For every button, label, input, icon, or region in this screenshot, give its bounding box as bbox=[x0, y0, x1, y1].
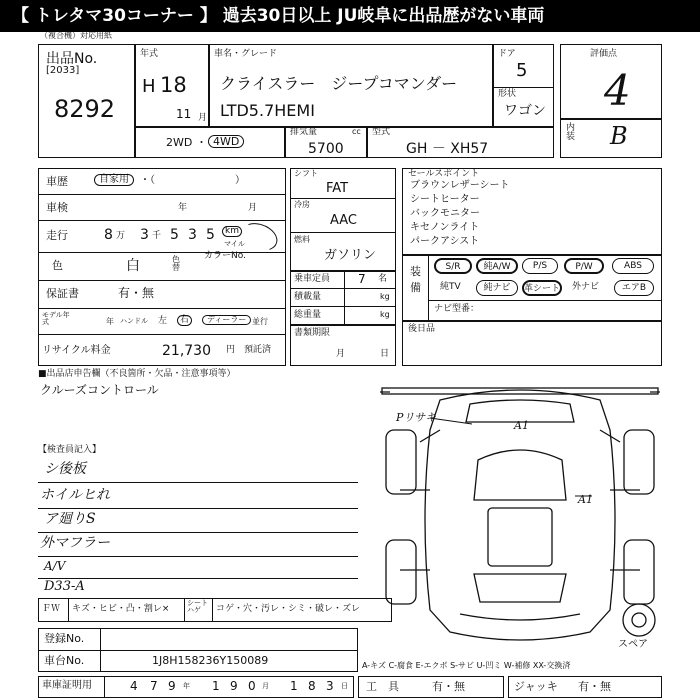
name-label: 車名・グレード bbox=[214, 49, 278, 59]
damage-legend: A-キズ C-腐食 E-エクボ S-サビ U-凹ミ W-補修 XX-交換済 bbox=[362, 661, 571, 670]
sales-point-2: シートヒーター bbox=[410, 194, 480, 205]
model-year-label: モデル年式 bbox=[42, 311, 70, 326]
chassis-label: 車台No. bbox=[44, 654, 85, 667]
score-value: 4 bbox=[604, 66, 631, 115]
capacity-unit: 名 bbox=[378, 274, 388, 284]
inspection-label: 車検 bbox=[46, 201, 68, 214]
color-value: 白 bbox=[126, 258, 140, 274]
period-month: 月 bbox=[336, 349, 346, 359]
damage-code-c: コゲ・穴・汚レ・シミ・破レ・ズレ bbox=[216, 604, 361, 614]
inspector-line-2: ホイルヒれ bbox=[40, 487, 110, 503]
inspector-line-5: A/V bbox=[44, 559, 66, 573]
cert-d6: 0 bbox=[248, 679, 256, 693]
mileage-d4: 3 bbox=[188, 227, 197, 243]
mileage-d3: 5 bbox=[170, 227, 179, 243]
car-name: クライスラー ジープコマンダー bbox=[220, 74, 458, 93]
sales-point-1: ブラウンレザーシート bbox=[410, 180, 510, 191]
recycle-label: リサイクル料金 bbox=[42, 345, 111, 356]
fuel-value: ガソリン bbox=[324, 248, 377, 263]
score-label: 評価点 bbox=[590, 49, 618, 59]
mileage-u1: 万 bbox=[116, 231, 126, 241]
car-grade: LTD5.7HEMI bbox=[220, 101, 315, 120]
damage-code-fw: ＦＷ bbox=[42, 604, 61, 614]
mileage-d2: 3 bbox=[140, 227, 149, 243]
year-label: 年式 bbox=[140, 49, 159, 59]
inspection-year: 年 bbox=[178, 203, 188, 213]
tools-label: 工 具 bbox=[366, 680, 399, 693]
mileage-unit-km: km bbox=[222, 226, 242, 237]
equip-ps: P/S bbox=[522, 258, 558, 274]
warranty-value: 有・無 bbox=[118, 286, 155, 300]
recycle-note: 預託済 bbox=[244, 345, 272, 355]
navi-type-label: ナビ型番： bbox=[434, 304, 480, 314]
cert-d1: 4 bbox=[130, 679, 138, 693]
chassis-value: 1J8H158236Y150089 bbox=[152, 654, 269, 667]
equip-sr: S/R bbox=[434, 258, 472, 274]
inspector-label: 【検査員記入】 bbox=[38, 445, 102, 455]
gross-label: 総重量 bbox=[294, 310, 322, 320]
load-unit: kg bbox=[380, 292, 390, 301]
cert-d3: 9 bbox=[168, 679, 176, 693]
dealer-selected: ディーラー bbox=[202, 315, 251, 325]
cert-d5: 9 bbox=[230, 679, 238, 693]
cert-d8: 8 bbox=[308, 679, 316, 693]
equip-leather: 革シート bbox=[522, 280, 562, 296]
certificate-label: 車庫証明用 bbox=[42, 680, 92, 691]
banner-text: 【 トレタマ30コーナー 】 過去30日以上 JU岐阜に出品歴がない車両 bbox=[12, 6, 545, 26]
mileage-label: 走行 bbox=[46, 229, 68, 242]
inspector-line-6: D33-A bbox=[44, 579, 85, 594]
damage-code-b: シートハゲ bbox=[187, 599, 208, 614]
recycle-unit: 円 bbox=[226, 345, 236, 355]
history-rest: ・（ ） bbox=[140, 175, 245, 186]
fuel-label: 燃料 bbox=[294, 235, 310, 244]
inspection-month: 月 bbox=[248, 203, 258, 213]
mileage-d1: 8 bbox=[104, 227, 113, 243]
equip-ext-navi: 外ナビ bbox=[572, 282, 600, 292]
color-label: 色 bbox=[52, 259, 63, 272]
handle-left: 左 bbox=[158, 316, 168, 326]
drive-2wd: 2WD bbox=[166, 136, 193, 149]
equip-airbag: エアB bbox=[614, 280, 654, 296]
model-year-year: 年 bbox=[106, 317, 114, 326]
model-type-value: GH － XH57 bbox=[406, 141, 489, 157]
shift-value: FAT bbox=[326, 181, 349, 196]
history-label: 車歴 bbox=[46, 175, 68, 188]
tools-value: 有・無 bbox=[432, 680, 465, 693]
diagram-mark-2: A1 bbox=[578, 493, 593, 506]
diagram-note: Pリサキ bbox=[396, 411, 437, 424]
lot-code: [2033] bbox=[46, 65, 80, 76]
equip-tv: 純TV bbox=[440, 282, 461, 292]
equip-pw: P/W bbox=[564, 258, 604, 274]
cert-u2: 月 bbox=[262, 682, 269, 690]
jack-label: ジャッキ bbox=[514, 680, 558, 693]
doors-value: 5 bbox=[516, 60, 528, 81]
period-day: 日 bbox=[380, 349, 390, 359]
mileage-u2: 千 bbox=[152, 231, 162, 241]
jack-value: 有・無 bbox=[578, 680, 611, 693]
year-era: H bbox=[142, 76, 156, 97]
interior-label: 内装 bbox=[566, 123, 576, 142]
form-subtitle: （複合機）対応用紙 bbox=[40, 31, 112, 40]
gross-unit: kg bbox=[380, 310, 390, 319]
equip-aw: 純A/W bbox=[476, 258, 518, 274]
year-month-unit: 月 bbox=[198, 113, 208, 123]
recycle-value: 21,730 bbox=[162, 343, 211, 359]
displacement-value: 5700 bbox=[308, 141, 344, 157]
sales-points-label: セールスポイント bbox=[408, 169, 480, 179]
inspector-line-1: シ後板 bbox=[44, 461, 86, 477]
handle-label: ハンドル bbox=[120, 317, 148, 325]
cert-u3: 日 bbox=[341, 682, 348, 690]
diagram-mark-1: A1 bbox=[514, 419, 529, 432]
capacity-value: 7 bbox=[358, 272, 366, 286]
load-label: 積載量 bbox=[294, 292, 322, 302]
aircon-label: 冷房 bbox=[294, 200, 310, 209]
year-month: 11 bbox=[176, 107, 192, 121]
shape-label: 形状 bbox=[498, 89, 517, 99]
history-value: 自家用 bbox=[94, 174, 134, 186]
aircon-value: AAC bbox=[330, 213, 357, 228]
post-date-label: 後日品 bbox=[408, 324, 436, 334]
period-label: 書類期限 bbox=[294, 328, 331, 338]
color-change-label: 色替 bbox=[172, 255, 180, 272]
cert-d4: 1 bbox=[212, 679, 220, 693]
equip-navi: 純ナビ bbox=[476, 280, 518, 296]
mileage-d5: 5 bbox=[206, 227, 215, 243]
cert-u1: 年 bbox=[183, 682, 190, 690]
mileage-unit-mile: マイル bbox=[224, 240, 245, 248]
notes-line-1: クルーズコントロール bbox=[40, 383, 159, 397]
inspector-line-3: ア廻りS bbox=[44, 511, 96, 527]
inspector-line-4: 外マフラー bbox=[40, 535, 110, 551]
handle-right-selected: 右 bbox=[177, 315, 192, 326]
shift-label: シフト bbox=[294, 169, 318, 178]
parallel-label: 並行 bbox=[252, 317, 268, 326]
cert-d2: 7 bbox=[150, 679, 158, 693]
lot-label: 出品No. bbox=[46, 51, 98, 67]
drive-sep: ・ bbox=[196, 136, 207, 149]
equipment-label: 装備 bbox=[410, 265, 421, 294]
sales-point-4: キセノンライト bbox=[410, 222, 480, 233]
sales-point-5: パークアシスト bbox=[410, 236, 480, 247]
model-type-label: 型式 bbox=[372, 127, 391, 137]
doors-label: ドア bbox=[498, 49, 516, 59]
year-value: 18 bbox=[160, 73, 187, 97]
displacement-label: 排気量 bbox=[290, 127, 318, 137]
vehicle-info-block bbox=[38, 168, 286, 366]
sales-point-3: バックモニター bbox=[410, 208, 480, 219]
warranty-label: 保証書 bbox=[46, 287, 79, 300]
notes-label: ■出品店申告欄（不良箇所・欠品・注意事項等） bbox=[38, 369, 236, 379]
cert-d9: 3 bbox=[326, 679, 334, 693]
interior-value: B bbox=[610, 122, 628, 150]
registration-label: 登録No. bbox=[44, 632, 85, 645]
capacity-label: 乗車定員 bbox=[294, 274, 331, 284]
lot-number: 8292 bbox=[54, 95, 116, 123]
equip-abs: ABS bbox=[612, 258, 654, 274]
damage-code-a: キズ・ヒビ・凸・割レ× bbox=[72, 604, 170, 614]
spare-label: スペア bbox=[618, 639, 648, 650]
drive-4wd-selected: 4WD bbox=[208, 135, 244, 148]
displacement-unit: cc bbox=[352, 127, 361, 136]
shape-value: ワゴン bbox=[504, 103, 546, 119]
cert-d7: 1 bbox=[290, 679, 298, 693]
color-no-label: カラーNo. bbox=[204, 251, 246, 261]
